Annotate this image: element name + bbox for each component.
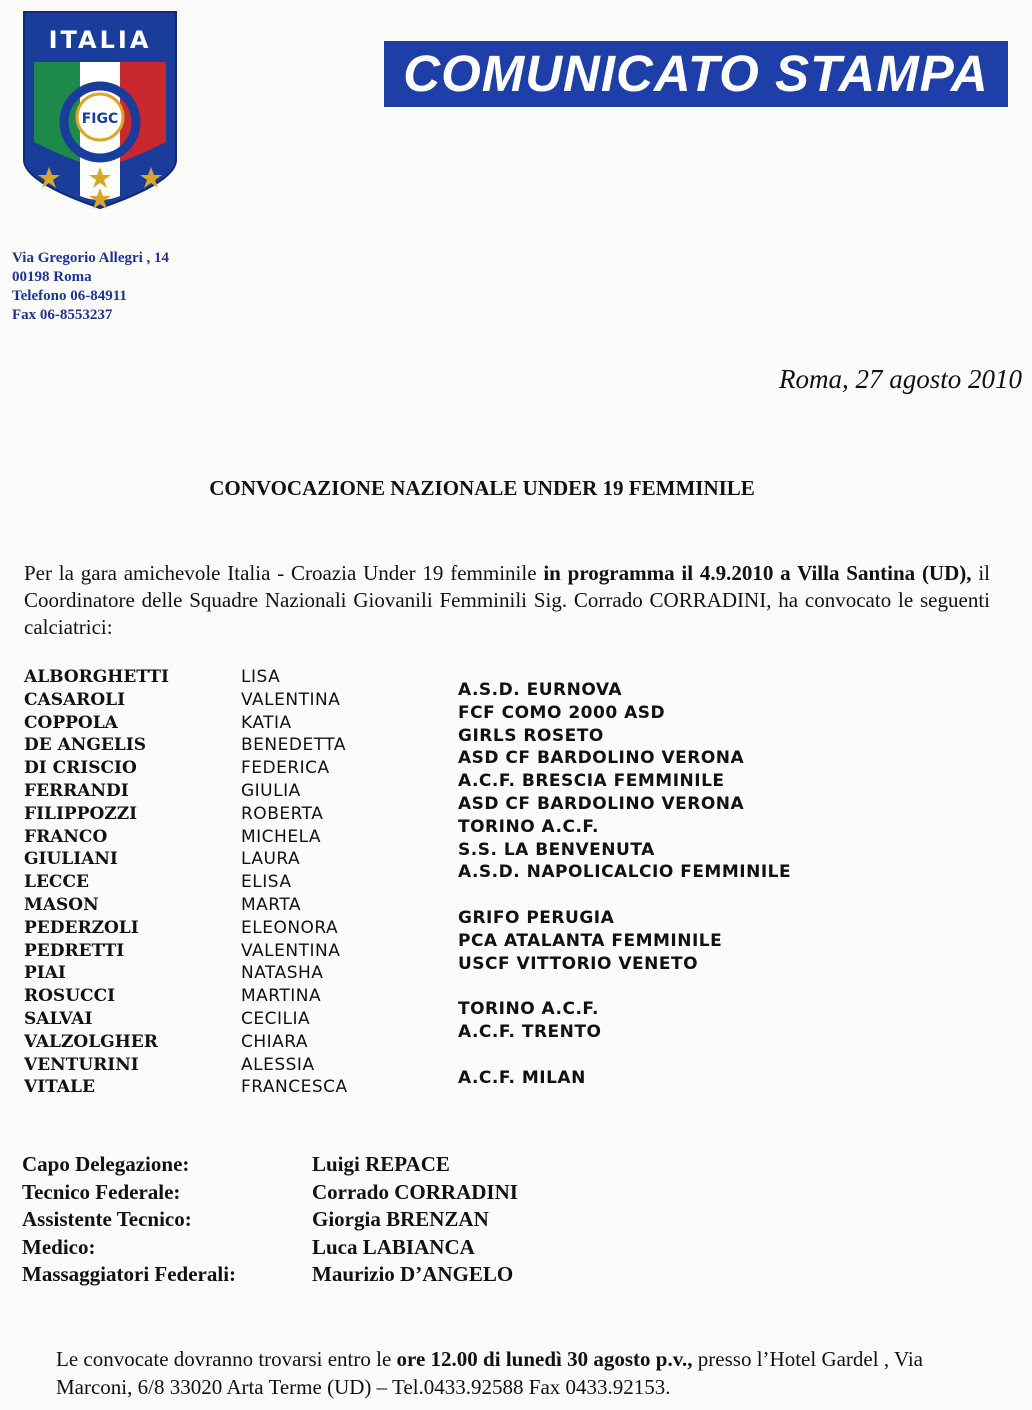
- player-club: ASD CF BARDOLINO VERONA: [458, 748, 745, 769]
- player-given-name: NATASHA: [241, 963, 324, 984]
- player-given-name: LAURA: [241, 849, 301, 870]
- player-surname: FILIPPOZZI: [24, 803, 138, 824]
- player-given-name: ROBERTA: [241, 803, 324, 824]
- figc-logo: [22, 10, 178, 210]
- address-line: Telefono 06-84911: [12, 288, 127, 304]
- note-text: presso l’Hotel Gardel , Via Marconi, 6/8 33020 Arta Terme (UD) – Tel.0433.92588 Fax 0433.92153.: [56, 1347, 924, 1399]
- player-given-name: CHIARA: [241, 1031, 309, 1052]
- player-surname: CASAROLI: [24, 689, 126, 710]
- staff-role: Tecnico Federale:: [22, 1179, 181, 1204]
- document-date: Roma, 27 agosto 2010: [779, 364, 1022, 394]
- staff-role: Massaggiatori Federali:: [22, 1262, 237, 1286]
- player-club: GIRLS ROSETO: [458, 725, 604, 746]
- player-surname: COPPOLA: [24, 712, 118, 733]
- player-club: USCF VITTORIO VENETO: [458, 953, 699, 974]
- federation-address: [12, 249, 169, 325]
- intro-text: Per la gara amichevole Italia - Croazia Under 19 femminile: [24, 561, 544, 585]
- note-meeting-time: ore 12.00 di lunedì 30 agosto p.v.,: [396, 1347, 693, 1371]
- logo-country-text: ITALIA: [48, 26, 152, 54]
- player-given-name: VALENTINA: [241, 940, 341, 961]
- player-given-name: MARTINA: [241, 986, 322, 1007]
- intro-event-details: in programma il 4.9.2010 a Villa Santina (UD),: [543, 561, 972, 585]
- player-given-name: CECILIA: [241, 1008, 311, 1029]
- staff-name: Corrado CORRADINI: [312, 1179, 518, 1204]
- staff-name: Giorgia BRENZAN: [312, 1207, 489, 1231]
- player-surname: SALVAI: [24, 1008, 93, 1029]
- player-club: A.C.F. BRESCIA FEMMINILE: [458, 771, 725, 792]
- player-club: TORINO A.C.F.: [458, 999, 599, 1020]
- staff-name: Maurizio D’ANGELO: [312, 1262, 514, 1286]
- player-surname: DI CRISCIO: [24, 758, 137, 779]
- player-given-name: MARTA: [241, 894, 302, 915]
- player-surname: VALZOLGHER: [24, 1031, 158, 1052]
- player-given-name: MICHELA: [241, 826, 322, 847]
- player-surname: PEDRETTI: [24, 940, 125, 961]
- note-text: Le convocate dovranno trovarsi entro le: [56, 1347, 397, 1371]
- player-surname: VITALE: [24, 1077, 95, 1098]
- player-given-name: ALESSIA: [241, 1054, 315, 1075]
- logo-federation-text: FIGC: [81, 111, 119, 127]
- address-line: Fax 06-8553237: [12, 307, 113, 323]
- press-release-banner: COMUNICATO STAMPA: [384, 41, 1008, 107]
- address-line: Via Gregorio Allegri , 14: [12, 250, 170, 266]
- staff-name: Luca LABIANCA: [312, 1234, 475, 1259]
- staff-role: Capo Delegazione:: [22, 1152, 190, 1176]
- player-surname: DE ANGELIS: [24, 735, 147, 756]
- player-given-name: FRANCESCA: [241, 1077, 348, 1098]
- player-surname: ROSUCCI: [24, 986, 116, 1007]
- player-surname: FRANCO: [24, 826, 108, 847]
- intro-text: il Coordinatore delle Squadre Nazionali Giovanili Femminili Sig. Corrado CORRADINI, ha convocato le seguenti calciatrici:: [24, 561, 990, 639]
- intro-paragraph: [24, 560, 990, 641]
- player-club: ASD CF BARDOLINO VERONA: [458, 793, 745, 814]
- player-club: FCF COMO 2000 ASD: [458, 702, 666, 723]
- player-club: TORINO A.C.F.: [458, 816, 599, 837]
- player-surname: LECCE: [24, 872, 89, 893]
- player-given-name: VALENTINA: [241, 689, 341, 710]
- player-given-name: BENEDETTA: [241, 735, 346, 756]
- player-club: PCA ATALANTA FEMMINILE: [458, 930, 723, 951]
- player-club: A.C.F. TRENTO: [458, 1021, 602, 1042]
- player-given-name: GIULIA: [241, 780, 301, 801]
- player-given-name: LISA: [241, 667, 281, 687]
- player-club: A.S.D. EURNOVA: [458, 680, 623, 700]
- player-surname: PEDERZOLI: [24, 917, 139, 938]
- player-surname: GIULIANI: [24, 849, 118, 870]
- player-club: A.S.D. NAPOLICALCIO FEMMINILE: [458, 862, 792, 883]
- staff-role: Medico:: [22, 1234, 96, 1259]
- player-club: GRIFO PERUGIA: [458, 907, 615, 928]
- player-surname: MASON: [24, 894, 99, 915]
- player-surname: PIAI: [24, 963, 66, 984]
- staff-role: Assistente Tecnico:: [22, 1207, 192, 1231]
- player-given-name: ELEONORA: [241, 917, 339, 938]
- address-line: 00198 Roma: [12, 269, 92, 285]
- player-surname: ALBORGHETTI: [24, 667, 169, 687]
- player-given-name: ELISA: [241, 872, 292, 893]
- staff-name: Luigi REPACE: [312, 1152, 450, 1176]
- player-surname: VENTURINI: [24, 1054, 139, 1075]
- player-given-name: FEDERICA: [241, 758, 330, 779]
- player-club: A.C.F. MILAN: [458, 1067, 586, 1088]
- player-club: S.S. LA BENVENUTA: [458, 839, 655, 860]
- document-title: CONVOCAZIONE NAZIONALE UNDER 19 FEMMINILE: [209, 476, 755, 500]
- player-given-name: KATIA: [241, 712, 292, 733]
- player-surname: FERRANDI: [24, 780, 129, 801]
- meeting-note: [56, 1345, 932, 1401]
